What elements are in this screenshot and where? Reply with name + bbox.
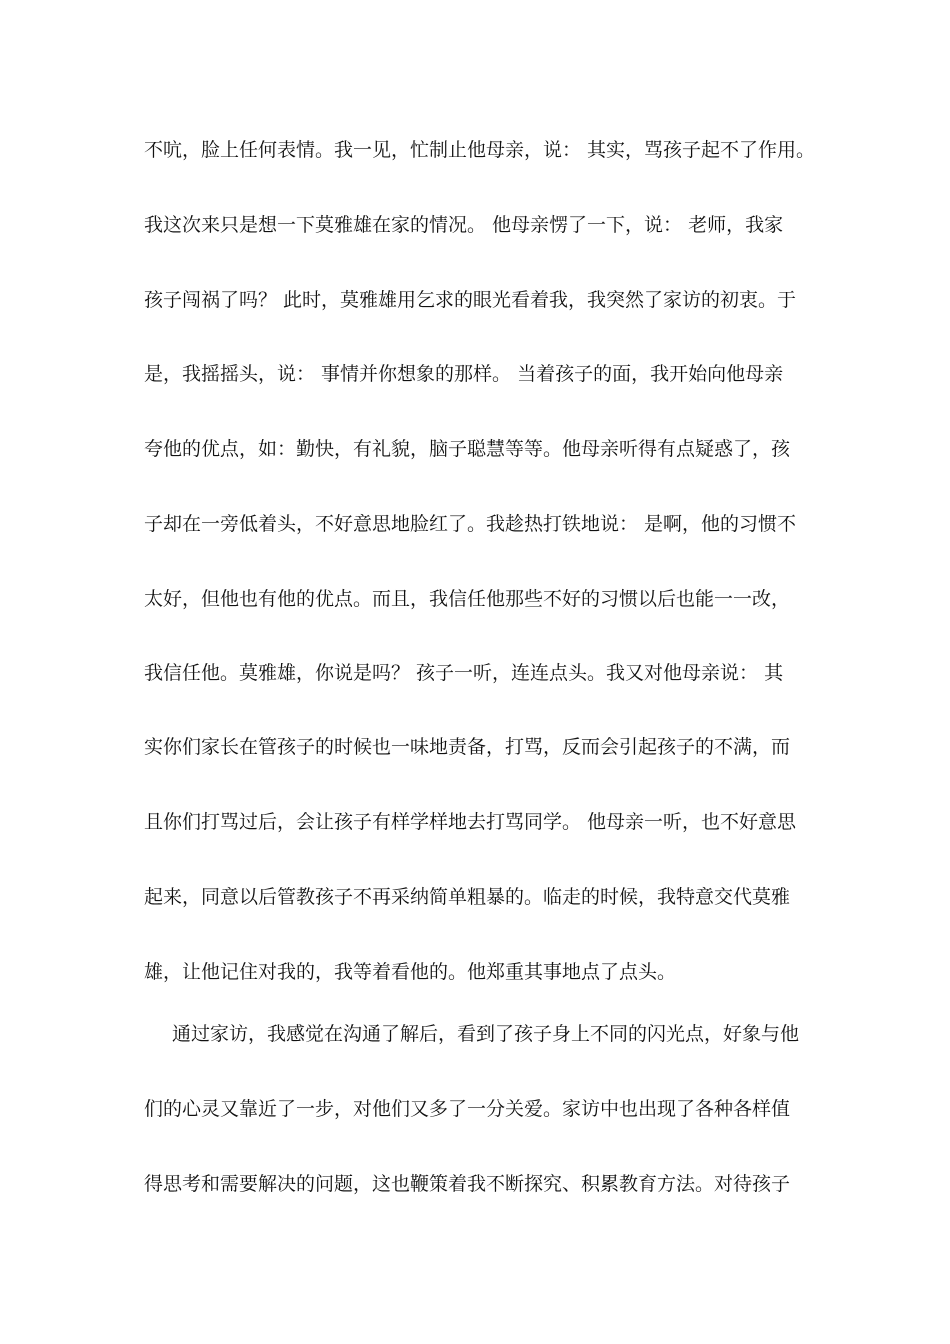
paragraph-line: 孩子闯祸了吗？ 此时，莫雅雄用乞求的眼光看着我，我突然了家访的初衷。于 <box>144 289 797 311</box>
paragraph-line: 太好，但他也有他的优点。而且，我信任他那些不好的习惯以后也能一一改， <box>144 588 791 610</box>
paragraph-line: 我信任他。莫雅雄，你说是吗？ 孩子一听，连连点头。我又对他母亲说： 其 <box>144 662 784 684</box>
paragraph-line: 子却在一旁低着头，不好意思地脸红了。我趁热打铁地说： 是啊，他的习惯不 <box>144 513 797 535</box>
paragraph-line: 实你们家长在管孩子的时候也一味地责备，打骂，反而会引起孩子的不满，而 <box>144 736 791 758</box>
paragraph-line: 们的心灵又靠近了一步，对他们又多了一分关爱。家访中也出现了各种各样值 <box>144 1098 791 1120</box>
paragraph-line: 且你们打骂过后，会让孩子有样学样地去打骂同学。 他母亲一听，也不好意思 <box>144 811 797 833</box>
paragraph-line: 我这次来只是想一下莫雅雄在家的情况。 他母亲愣了一下，说： 老师，我家 <box>144 214 784 236</box>
paragraph-line: 是，我摇摇头，说： 事情并你想象的那样。 当着孩子的面，我开始向他母亲 <box>144 363 784 385</box>
paragraph-line: 得思考和需要解决的问题，这也鞭策着我不断探究、积累教育方法。对待孩子 <box>144 1173 791 1195</box>
paragraph-line: 起来，同意以后管教孩子不再采纳简单粗暴的。临走的时候，我特意交代莫雅 <box>144 886 791 908</box>
paragraph-line: 通过家访，我感觉在沟通了解后，看到了孩子身上不同的闪光点，好象与他 <box>172 1023 800 1045</box>
paragraph-line: 雄，让他记住对我的，我等着看他的。他郑重其事地点了点头。 <box>144 961 677 983</box>
paragraph-line: 不吭，脸上任何表情。我一见，忙制止他母亲，说： 其实，骂孩子起不了作用。 <box>144 139 816 161</box>
paragraph-line: 夸他的优点，如：勤快，有礼貌，脑子聪慧等等。他母亲听得有点疑惑了，孩 <box>144 438 791 460</box>
